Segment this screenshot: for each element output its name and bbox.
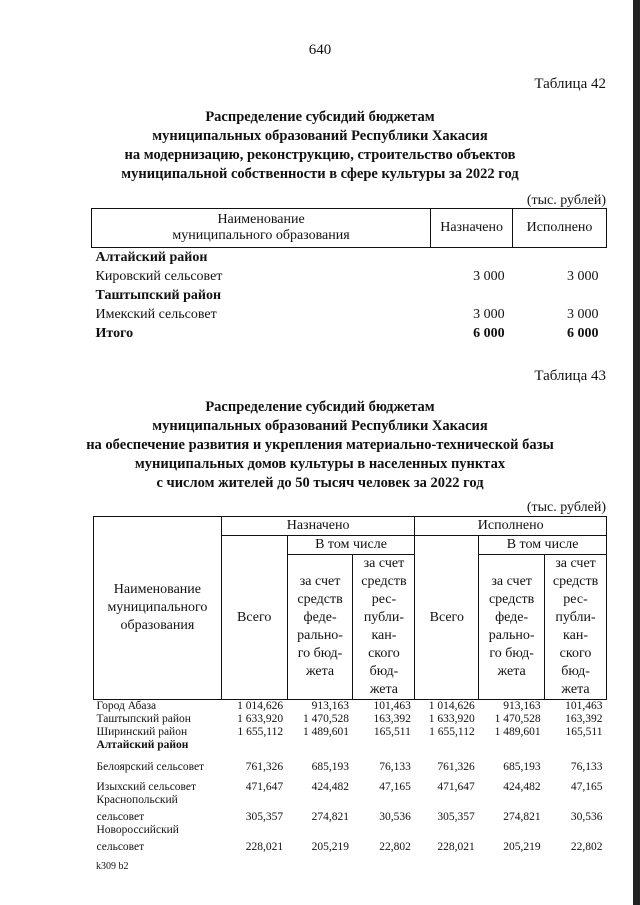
table43-title-line: муниципальных образований Республики Хакасия: [152, 418, 488, 434]
table-row: [94, 752, 607, 774]
header-line: публи-: [555, 610, 596, 625]
cell: 228,021: [437, 841, 475, 853]
header-line: ского: [559, 646, 592, 661]
cell: 305,357: [437, 811, 475, 823]
row-assigned: 3 000: [473, 307, 505, 322]
table43-title-line: муниципальных домов культуры в населенных пунктах: [134, 456, 506, 472]
cell: 47,165: [379, 781, 411, 793]
row-name: Изыхский сельсовет: [96, 781, 197, 793]
cell: 30,536: [570, 811, 603, 823]
cell: 761,326: [437, 761, 475, 773]
table43-unit: (тыс. рублей): [526, 500, 606, 515]
cell: 76,133: [570, 761, 603, 773]
cell: 205,219: [503, 841, 541, 853]
table43-header-executed-total: Всего: [415, 536, 479, 700]
cell: 228,021: [245, 841, 284, 853]
cell: 305,357: [245, 811, 284, 823]
table-row: [94, 726, 607, 739]
header-line: го бюд-: [489, 646, 534, 661]
group-name: Алтайский район: [96, 739, 189, 751]
cell: 1 655,112: [237, 726, 284, 738]
table43-header-executed: Исполнено: [415, 517, 607, 536]
cell: 165,511: [565, 726, 603, 738]
cell: 1 014,626: [428, 700, 475, 712]
table-row: [94, 700, 607, 714]
table43-label: Таблица 43: [534, 368, 606, 384]
cell: 471,647: [245, 781, 284, 793]
row-name: Ширинский район: [96, 726, 188, 738]
header-line: за счет: [299, 574, 341, 589]
cell: 22,802: [379, 841, 411, 853]
cell: 163,392: [565, 713, 603, 725]
row-name: Таштыпский район: [96, 713, 191, 725]
header-line: рес-: [371, 592, 397, 607]
row-name: Белоярский сельсовет: [96, 761, 205, 773]
group-name: Таштыпский район: [95, 288, 222, 303]
cell: 274,821: [503, 811, 541, 823]
header-line: феде-: [495, 610, 529, 625]
table43-header-federal: [479, 555, 545, 700]
table-row: [94, 824, 607, 854]
table43-title: [40, 398, 600, 493]
cell: 22,802: [570, 841, 603, 853]
header-line: образования: [120, 618, 195, 633]
header-line: го бюд-: [297, 646, 343, 661]
table43-header-assigned-including: В том числе: [287, 536, 415, 555]
header-line: за счет: [491, 574, 532, 589]
header-line: муниципального: [107, 600, 208, 615]
row-executed: 3 000: [567, 307, 599, 322]
header-line: средств: [488, 592, 535, 607]
cell: 30,536: [379, 811, 411, 823]
page-number: 640: [308, 42, 332, 58]
cell: 47,165: [570, 781, 603, 793]
table43-title-line: на обеспечение развития и укрепления материально-технической базы: [86, 437, 554, 453]
cell: 1 014,626: [237, 700, 284, 712]
total-assigned: 6 000: [473, 326, 505, 341]
table-row: [94, 794, 607, 824]
cell: 205,219: [311, 841, 349, 853]
cell: 1 633,920: [237, 713, 284, 725]
cell: 274,821: [311, 811, 349, 823]
cell: 165,511: [373, 726, 411, 738]
cell: 1 655,112: [429, 726, 475, 738]
table-row: [94, 713, 607, 726]
header-line: жета: [497, 664, 526, 679]
header-line: рально-: [297, 628, 343, 643]
cell: 101,463: [565, 700, 603, 712]
row-name-line: сельсовет: [96, 841, 145, 853]
cell: 101,463: [373, 700, 411, 712]
cell: 1 489,601: [494, 726, 541, 738]
header-line: бюд-: [369, 664, 399, 679]
header-line: рально-: [488, 628, 535, 643]
table42-header-row: [92, 209, 607, 248]
header-line: бюд-: [561, 664, 590, 679]
row-name: [94, 824, 222, 854]
table42-unit: (тыс. рублей): [526, 193, 606, 208]
header-line: за счет: [363, 556, 405, 571]
header-line: рес-: [563, 592, 588, 607]
cell: 761,326: [245, 761, 284, 773]
table42-group-row: [92, 286, 607, 305]
header-line: средств: [552, 574, 599, 589]
cell: 163,392: [373, 713, 411, 725]
cell: 1 633,920: [428, 713, 475, 725]
cell: 1 470,528: [494, 713, 541, 725]
table42-title-line: на модернизацию, реконструкцию, строительство объектов: [124, 147, 516, 163]
row-name: Кировский сельсовет: [95, 269, 223, 284]
row-name: [94, 794, 222, 824]
table42-header-name: [92, 209, 431, 248]
cell: 913,163: [503, 700, 541, 712]
header-line: за счет: [555, 556, 596, 571]
header-line: жета: [369, 682, 399, 697]
header-line: кан-: [371, 628, 397, 643]
cell: 685,193: [503, 761, 541, 773]
cell: 424,482: [311, 781, 349, 793]
table43-header-assigned: Назначено: [221, 517, 415, 536]
table43-title-line: с числом жителей до 50 тысяч человек за 2022 год: [156, 475, 484, 491]
header-line: ского: [368, 646, 400, 661]
table42-label: Таблица 42: [534, 76, 606, 92]
group-name: Алтайский район: [95, 250, 208, 265]
header-line: жета: [305, 664, 335, 679]
table43-group-row: [94, 739, 607, 752]
row-name: Имекский сельсовет: [95, 307, 217, 322]
cell: 913,163: [311, 700, 349, 712]
scan-edge: [633, 0, 640, 905]
table-row: [94, 774, 607, 794]
cell: 1 470,528: [302, 713, 349, 725]
total-executed: 6 000: [567, 326, 599, 341]
table42-title-line: муниципальных образований Республики Хакасия: [152, 128, 488, 144]
table42-header-executed: Исполнено: [513, 209, 607, 248]
table42-title-line: муниципальной собственности в сфере культуры за 2022 год: [121, 166, 519, 182]
table42-group-row: [92, 248, 607, 268]
row-name-line: Краснопольский: [96, 794, 178, 806]
table43-header-assigned-total: Всего: [221, 536, 287, 700]
header-line: феде-: [303, 610, 337, 625]
cell: 1 489,601: [302, 726, 349, 738]
header-line: жета: [561, 682, 590, 697]
header-line: средств: [361, 574, 407, 589]
header-line: средств: [297, 592, 343, 607]
table42-header-assigned: Назначено: [431, 209, 513, 248]
header-line: публи-: [363, 610, 405, 625]
total-label: Итого: [95, 326, 134, 341]
table42-total-row: [92, 324, 607, 343]
row-name-line: сельсовет: [96, 811, 145, 823]
row-name: Город Абаза: [96, 700, 157, 712]
table42: [91, 208, 607, 343]
header-line: Наименование: [217, 212, 305, 227]
cell: 685,193: [311, 761, 349, 773]
table43-title-line: Распределение субсидий бюджетам: [205, 399, 435, 415]
table42-title-line: Распределение субсидий бюджетам: [205, 109, 435, 125]
cell: 424,482: [503, 781, 541, 793]
row-name-line: Новороссийский: [96, 824, 179, 836]
cell: 76,133: [379, 761, 411, 773]
cell: 471,647: [437, 781, 475, 793]
header-line: муниципального образования: [172, 228, 350, 243]
table43-header-federal: [287, 555, 353, 700]
row-executed: 3 000: [567, 269, 599, 284]
table43-header-name: [94, 517, 222, 700]
header-line: кан-: [563, 628, 589, 643]
table43-header-republic: [545, 555, 607, 700]
table43: [93, 516, 607, 854]
footer-code: k309 b2: [96, 861, 129, 872]
table-row: [92, 267, 607, 286]
header-line: Наименование: [113, 582, 202, 597]
table43-header-republic: [353, 555, 415, 700]
table43-header-row-1: [94, 517, 607, 536]
table-row: [92, 305, 607, 324]
row-assigned: 3 000: [473, 269, 505, 284]
table43-header-executed-including: В том числе: [479, 536, 607, 555]
table42-title: [40, 108, 600, 184]
